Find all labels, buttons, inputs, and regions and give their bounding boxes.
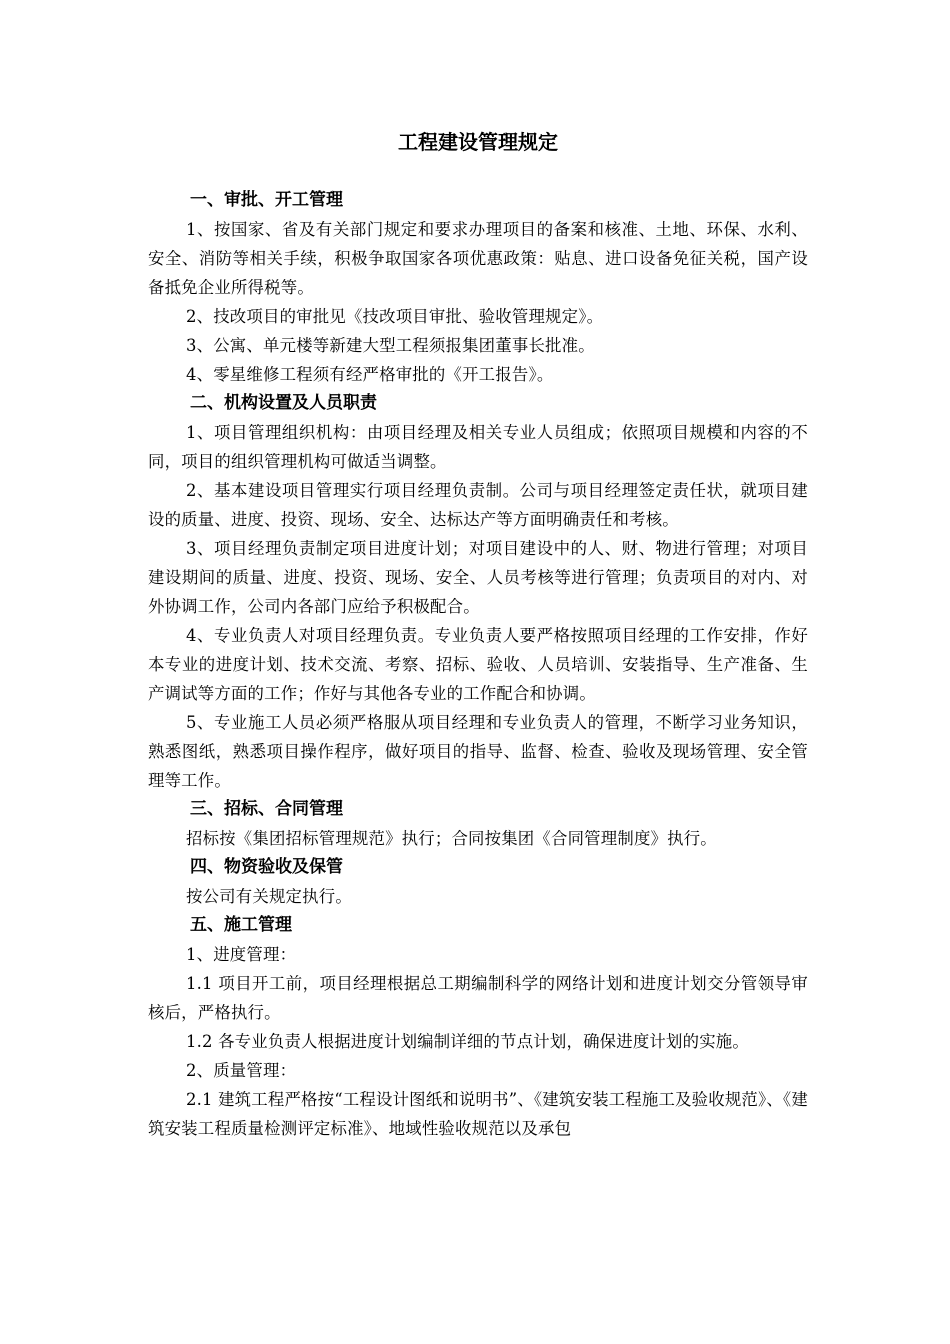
paragraph: 1、进度管理： <box>186 945 297 964</box>
paragraph: 1、项目管理组织机构：由项目经理及相关专业人员组成；依照项目规模和内容的不同，项目的组织管理机构可做适当调整。 <box>148 423 808 471</box>
paragraph: 2、基本建设项目管理实行项目经理负责制。公司与项目经理签定责任状，就项目建设的质量、进度、投资、现场、安全、达标达产等方面明确责任和考核。 <box>148 481 808 529</box>
paragraph: 4、零星维修工程须有经严格审批的《开工报告》。 <box>186 365 554 384</box>
document-title: 工程建设管理规定 <box>398 130 558 154</box>
section-heading: 一、审批、开工管理 <box>190 190 343 210</box>
paragraph: 2、技改项目的审批见《技改项目审批、验收管理规定》。 <box>186 307 604 326</box>
section-heading: 三、招标、合同管理 <box>190 799 343 819</box>
document-body <box>148 186 808 1143</box>
paragraph: 按公司有关规定执行。 <box>186 887 352 906</box>
paragraph: 4、专业负责人对项目经理负责。专业负责人要严格按照项目经理的工作安排，作好本专业的进度计划、技术交流、考察、招标、验收、人员培训、安装指导、生产准备、生产调试等方面的工作；作好与其他各专业的工作配合和协调。 <box>148 626 808 703</box>
paragraph: 3、公寓、单元楼等新建大型工程须报集团董事长批准。 <box>186 336 595 355</box>
paragraph: 1.2 各专业负责人根据进度计划编制详细的节点计划，确保进度计划的实施。 <box>186 1032 749 1051</box>
paragraph: 3、项目经理负责制定项目进度计划；对项目建设中的人、财、物进行管理；对项目建设期间的质量、进度、投资、现场、安全、人员考核等进行管理；负责项目的对内、对外协调工作，公司内各部门应给予积极配合。 <box>148 539 808 616</box>
section-heading: 五、施工管理 <box>190 915 292 935</box>
paragraph: 1、按国家、省及有关部门规定和要求办理项目的备案和核准、土地、环保、水利、安全、消防等相关手续，积极争取国家各项优惠政策：贴息、进口设备免征关税，国产设备抵免企业所得税等。 <box>148 220 808 297</box>
section-heading: 四、物资验收及保管 <box>190 857 343 877</box>
paragraph: 2、质量管理： <box>186 1061 297 1080</box>
paragraph: 1.1 项目开工前，项目经理根据总工期编制科学的网络计划和进度计划交分管领导审核后，严格执行。 <box>148 974 808 1022</box>
paragraph: 2.1 建筑工程严格按“工程设计图纸和说明书”、《建筑安装工程施工及验收规范》、《建筑安装工程质量检测评定标准》、地域性验收规范以及承包 <box>148 1090 808 1138</box>
section-heading: 二、机构设置及人员职责 <box>190 393 377 413</box>
paragraph: 招标按《集团招标管理规范》执行；合同按集团《合同管理制度》执行。 <box>186 829 717 848</box>
paragraph: 5、专业施工人员必须严格服从项目经理和专业负责人的管理，不断学习业务知识，熟悉图纸，熟悉项目操作程序，做好项目的指导、监督、检查、验收及现场管理、安全管理等工作。 <box>148 713 808 790</box>
